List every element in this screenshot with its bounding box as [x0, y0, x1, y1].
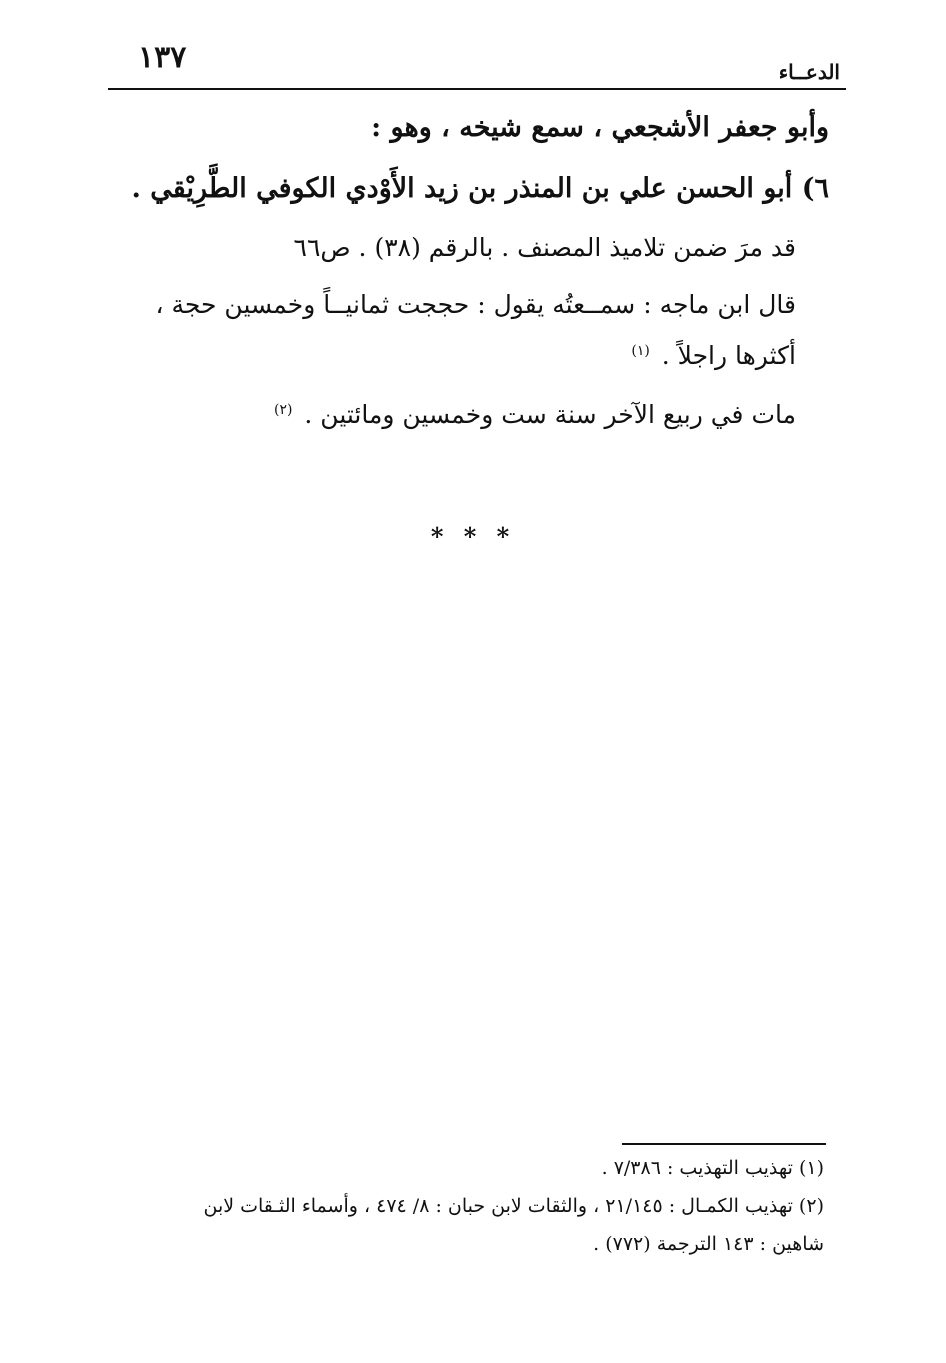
- footnote-rule: [622, 1143, 826, 1145]
- body-line-5-text: أكثرها راجلاً .: [661, 341, 796, 370]
- footnote-ref-1[interactable]: (١): [631, 342, 650, 359]
- footnote-2-line-2: شاهين : ١٤٣ الترجمة (٧٧٢) .: [593, 1233, 824, 1255]
- body-line-6-text: مات في ربيع الآخر سنة ست وخمسين ومائتين .: [304, 400, 796, 429]
- section-separator: * * *: [430, 522, 516, 551]
- footnote-2-line-1: (٢) تهذيب الكمـال : ٢١/١٤٥ ، والثقات لابن حبان : ٨/ ٤٧٤ ، وأسماء الثـقات لابن: [203, 1195, 824, 1217]
- body-line-3: قد مرَ ضمن تلاميذ المصنف . بالرقم (٣٨) . ص٦٦: [293, 233, 796, 262]
- header-rule: [108, 88, 846, 90]
- body-line-1: وأبو جعفر الأشجعي ، سمع شيخه ، وهو :: [371, 112, 829, 143]
- body-line-2: ٦) أبو الحسن علي بن المنذر بن زيد الأَوْدي الكوفي الطَّرِيْقي .: [131, 173, 829, 204]
- footnote-ref-2[interactable]: (٢): [273, 401, 293, 418]
- body-line-4: قال ابن ماجه : سمــعتُه يقول : حججت ثمانيــاً وخمسين حجة ،: [155, 290, 796, 319]
- page-number: ١٣٧: [138, 40, 187, 75]
- body-line-5: [631, 341, 796, 370]
- footnote-1: (١) تهذيب التهذيب : ٧/٣٨٦ .: [601, 1157, 824, 1179]
- body-line-6: [274, 400, 796, 429]
- running-head: الدعــاء: [778, 60, 840, 84]
